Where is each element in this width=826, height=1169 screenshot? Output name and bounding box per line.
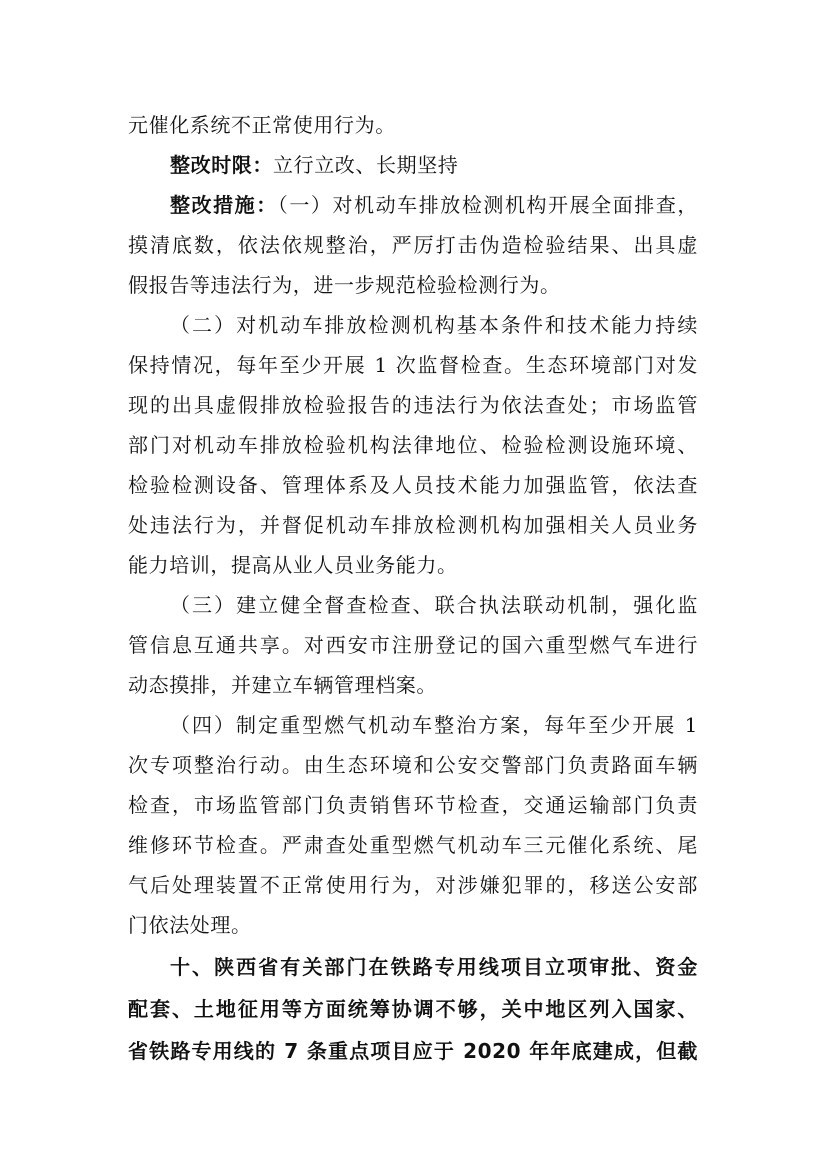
line-text: 门依法处理。 (128, 913, 252, 937)
measures-text: （一）对机动车排放检测机构开展全面排查， (277, 193, 699, 217)
line-text: 检验检测设备、管理体系及人员技术能力加强监管，依法查 (128, 473, 698, 497)
paragraph-line (128, 352, 698, 378)
measures-label: 整改措施： (170, 193, 278, 217)
line-text: （三）建立健全督查检查、联合执法联动机制，强化监 (170, 593, 698, 617)
paragraph-line (128, 792, 698, 818)
paragraph-line (128, 552, 458, 578)
paragraph-line (128, 872, 698, 898)
line-text: 维修环节检查。严肃查处重型燃气机动车三元催化系统、尾 (128, 833, 698, 857)
line-text: 现的出具虚假排放检验报告的违法行为依法查处；市场监管 (128, 393, 698, 417)
line-text: 动态摸排，并建立车辆管理档案。 (128, 673, 437, 697)
heading-text: 省铁路专用线的 7 条重点项目应于 2020 年年底建成，但截 (128, 1039, 698, 1063)
section-heading-line (170, 954, 698, 980)
line-text: 能力培训，提高从业人员业务能力。 (128, 553, 458, 577)
line-text: 元催化系统不正常使用行为。 (128, 113, 396, 137)
paragraph-line (128, 472, 698, 498)
line-text: 摸清底数，依法依规整治，严厉打击伪造检验结果、出具虚 (128, 233, 698, 257)
paragraph-line (128, 672, 437, 698)
paragraph-line (128, 632, 698, 658)
line-text: （二）对机动车排放检测机构基本条件和技术能力持续 (170, 313, 698, 337)
paragraph-line (128, 112, 396, 138)
paragraph-line (170, 312, 698, 338)
paragraph-line (170, 712, 698, 738)
paragraph-line (128, 272, 561, 298)
line-text: 保持情况，每年至少开展 1 次监督检查。生态环境部门对发 (128, 353, 698, 377)
measures-line (170, 192, 698, 218)
line-text: 次专项整治行动。由生态环境和公安交警部门负责路面车辆 (128, 753, 698, 777)
line-text: 假报告等违法行为，进一步规范检验检测行为。 (128, 273, 561, 297)
heading-text: 配套、土地征用等方面统筹协调不够，关中地区列入国家、 (128, 997, 698, 1021)
line-text: 管信息互通共享。对西安市注册登记的国六重型燃气车进行 (128, 633, 698, 657)
line-text: 部门对机动车排放检验机构法律地位、检验检测设施环境、 (128, 433, 698, 457)
line-text: 检查，市场监管部门负责销售环节检查，交通运输部门负责 (128, 793, 698, 817)
deadline-text: 立行立改、长期坚持 (273, 153, 459, 177)
deadline-line (170, 152, 458, 178)
paragraph-line (128, 392, 698, 418)
paragraph-line (128, 432, 698, 458)
line-text: 处违法行为，并督促机动车排放检测机构加强相关人员业务 (128, 513, 698, 537)
paragraph-line (128, 752, 698, 778)
paragraph-line (128, 232, 698, 258)
paragraph-line (170, 592, 698, 618)
section-heading-line (128, 1038, 698, 1064)
heading-text: 十、陕西省有关部门在铁路专用线项目立项审批、资金 (170, 955, 698, 979)
deadline-label: 整改时限： (170, 153, 273, 177)
line-text: 气后处理装置不正常使用行为，对涉嫌犯罪的，移送公安部 (128, 873, 698, 897)
paragraph-line (128, 832, 698, 858)
line-text: （四）制定重型燃气机动车整治方案，每年至少开展 1 (170, 713, 698, 737)
paragraph-line (128, 912, 252, 938)
section-heading-line (128, 996, 698, 1022)
paragraph-line (128, 512, 698, 538)
